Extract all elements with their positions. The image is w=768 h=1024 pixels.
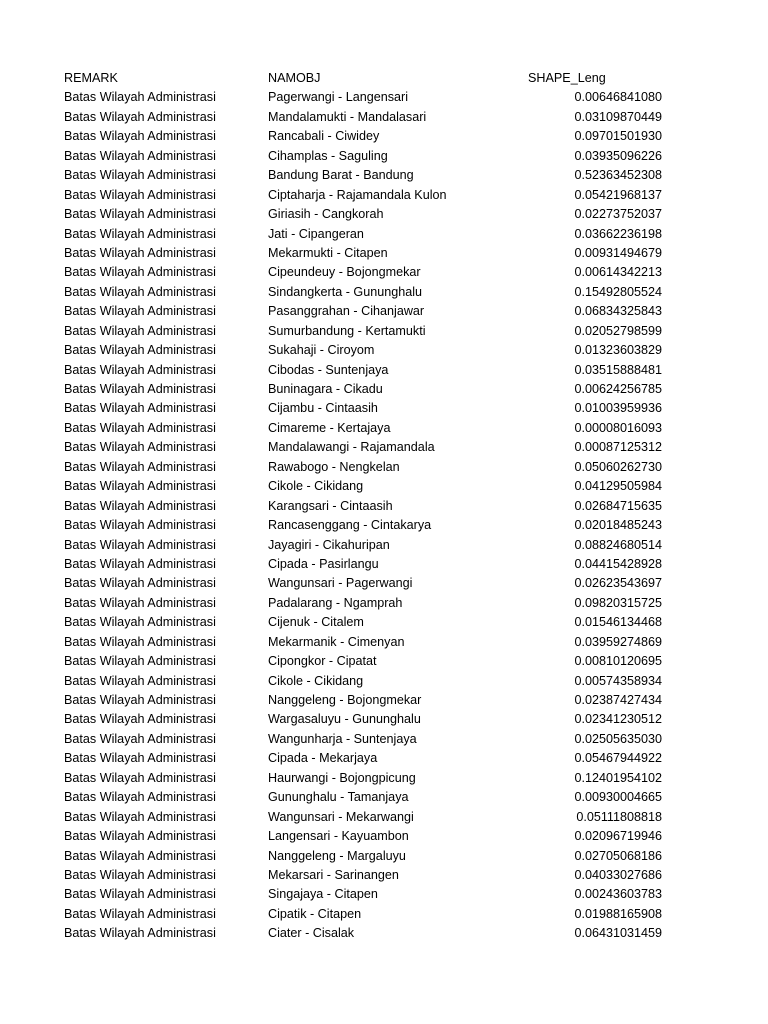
cell-shape-leng: 0.08824680514 (574, 537, 662, 552)
table-row (0, 672, 768, 691)
table-row (0, 633, 768, 652)
table-body (0, 88, 768, 943)
header-remark: REMARK (64, 71, 118, 85)
cell-shape-leng: 0.09820315725 (574, 595, 662, 610)
cell-namobj: Mekarmanik - Cimenyan (268, 634, 405, 649)
cell-remark: Batas Wilayah Administrasi (64, 187, 216, 202)
table-row (0, 186, 768, 205)
table-row (0, 302, 768, 321)
table-row (0, 516, 768, 535)
cell-namobj: Pagerwangi - Langensari (268, 90, 409, 105)
cell-shape-leng: 0.01003959936 (574, 401, 662, 416)
cell-remark: Batas Wilayah Administrasi (64, 634, 216, 649)
cell-shape-leng: 0.01988165908 (574, 906, 662, 921)
cell-remark: Batas Wilayah Administrasi (64, 382, 216, 396)
cell-shape-leng: 0.02505635030 (574, 731, 662, 746)
cell-namobj: Sumurbandung - Kertamukti (268, 323, 426, 338)
cell-shape-leng: 0.00574358934 (574, 673, 662, 688)
cell-shape-leng: 0.02341230512 (574, 712, 662, 727)
cell-namobj: Buninagara - Cikadu (268, 382, 383, 396)
cell-remark: Batas Wilayah Administrasi (64, 459, 216, 474)
cell-shape-leng: 0.01323603829 (574, 343, 662, 358)
cell-remark: Batas Wilayah Administrasi (64, 226, 216, 241)
cell-shape-leng: 0.02273752037 (574, 207, 662, 222)
cell-remark: Batas Wilayah Administrasi (64, 712, 216, 727)
cell-remark: Batas Wilayah Administrasi (64, 518, 216, 533)
table-row (0, 730, 768, 749)
cell-shape-leng: 0.15492805524 (574, 284, 662, 299)
cell-shape-leng: 0.00624256785 (574, 382, 662, 396)
cell-remark: Batas Wilayah Administrasi (64, 556, 216, 571)
cell-remark: Batas Wilayah Administrasi (64, 887, 216, 902)
cell-namobj: Bandung Barat - Bandung (268, 168, 414, 183)
cell-namobj: Mekarsari - Sarinangen (268, 867, 399, 882)
table-row (0, 574, 768, 593)
cell-remark: Batas Wilayah Administrasi (64, 284, 216, 299)
cell-shape-leng: 0.04129505984 (574, 479, 662, 494)
cell-shape-leng: 0.05060262730 (574, 459, 662, 474)
table-row (0, 594, 768, 613)
cell-remark: Batas Wilayah Administrasi (64, 420, 216, 435)
cell-remark: Batas Wilayah Administrasi (64, 440, 216, 455)
table-row (0, 147, 768, 166)
cell-remark: Batas Wilayah Administrasi (64, 770, 216, 785)
table-header-row (0, 69, 768, 88)
cell-remark: Batas Wilayah Administrasi (64, 654, 216, 669)
cell-namobj: Sukahaji - Ciroyom (268, 343, 375, 358)
cell-remark: Batas Wilayah Administrasi (64, 751, 216, 766)
cell-namobj: Ciptaharja - Rajamandala Kulon (268, 187, 447, 202)
cell-remark: Batas Wilayah Administrasi (64, 304, 216, 319)
table-row (0, 924, 768, 943)
cell-namobj: Rancabali - Ciwidey (268, 129, 380, 144)
table-row (0, 613, 768, 632)
cell-shape-leng: 0.00810120695 (574, 654, 662, 669)
cell-remark: Batas Wilayah Administrasi (64, 90, 216, 105)
cell-namobj: Wangunsari - Pagerwangi (268, 576, 413, 591)
table-row (0, 652, 768, 671)
cell-namobj: Wangunsari - Mekarwangi (268, 809, 414, 824)
cell-shape-leng: 0.05421968137 (574, 187, 662, 202)
table-row (0, 477, 768, 496)
cell-remark: Batas Wilayah Administrasi (64, 343, 216, 358)
cell-shape-leng: 0.52363452308 (574, 168, 662, 183)
cell-shape-leng: 0.04033027686 (574, 867, 662, 882)
cell-namobj: Cipatik - Citapen (268, 906, 362, 921)
cell-namobj: Cipeundeuy - Bojongmekar (268, 265, 421, 280)
cell-namobj: Wangunharja - Suntenjaya (268, 731, 417, 746)
table-row (0, 205, 768, 224)
cell-shape-leng: 0.03662236198 (574, 226, 662, 241)
cell-shape-leng: 0.04415428928 (574, 556, 662, 571)
cell-remark: Batas Wilayah Administrasi (64, 906, 216, 921)
cell-namobj: Gununghalu - Tamanjaya (268, 790, 409, 805)
cell-shape-leng: 0.09701501930 (574, 129, 662, 144)
cell-remark: Batas Wilayah Administrasi (64, 245, 216, 260)
table-row (0, 710, 768, 729)
table-row (0, 341, 768, 360)
cell-namobj: Cimareme - Kertajaya (268, 420, 391, 435)
cell-shape-leng: 0.02705068186 (574, 848, 662, 863)
cell-remark: Batas Wilayah Administrasi (64, 362, 216, 377)
cell-shape-leng: 0.06431031459 (574, 926, 662, 941)
table-row (0, 847, 768, 866)
header-shape-leng: SHAPE_Leng (528, 71, 606, 85)
cell-namobj: Haurwangi - Bojongpicung (268, 770, 416, 785)
table-row (0, 322, 768, 341)
cell-remark: Batas Wilayah Administrasi (64, 848, 216, 863)
cell-remark: Batas Wilayah Administrasi (64, 790, 216, 805)
table-row (0, 244, 768, 263)
cell-shape-leng: 0.05111808818 (576, 809, 662, 824)
cell-namobj: Mandalamukti - Mandalasari (268, 109, 427, 124)
cell-shape-leng: 0.03935096226 (574, 148, 662, 163)
cell-shape-leng: 0.12401954102 (574, 770, 662, 785)
cell-shape-leng: 0.02387427434 (574, 693, 662, 707)
cell-namobj: Cipongkor - Cipatat (268, 654, 377, 669)
cell-namobj: Langensari - Kayuambon (268, 829, 409, 844)
cell-remark: Batas Wilayah Administrasi (64, 673, 216, 688)
cell-shape-leng: 0.03109870449 (574, 109, 662, 124)
cell-remark: Batas Wilayah Administrasi (64, 109, 216, 124)
cell-shape-leng: 0.05467944922 (574, 751, 662, 766)
cell-namobj: Mandalawangi - Rajamandala (268, 440, 435, 455)
cell-remark: Batas Wilayah Administrasi (64, 537, 216, 552)
cell-namobj: Ciater - Cisalak (268, 926, 355, 941)
header-namobj: NAMOBJ (268, 71, 321, 85)
cell-namobj: Cihamplas - Saguling (268, 148, 388, 163)
cell-remark: Batas Wilayah Administrasi (64, 168, 216, 183)
cell-namobj: Rawabogo - Nengkelan (268, 459, 400, 474)
cell-namobj: Cijambu - Cintaasih (268, 401, 378, 416)
cell-shape-leng: 0.02096719946 (574, 829, 662, 844)
table-row (0, 749, 768, 768)
table-row (0, 866, 768, 885)
cell-namobj: Karangsari - Cintaasih (268, 498, 393, 513)
cell-remark: Batas Wilayah Administrasi (64, 731, 216, 746)
cell-remark: Batas Wilayah Administrasi (64, 401, 216, 416)
cell-shape-leng: 0.02052798599 (574, 323, 662, 338)
cell-namobj: Cipada - Pasirlangu (268, 556, 379, 571)
table-row (0, 769, 768, 788)
cell-namobj: Nanggeleng - Bojongmekar (268, 693, 422, 707)
table-row (0, 555, 768, 574)
cell-namobj: Rancasenggang - Cintakarya (268, 518, 432, 533)
cell-namobj: Jati - Cipangeran (268, 226, 364, 241)
cell-shape-leng: 0.00614342213 (574, 265, 662, 280)
cell-remark: Batas Wilayah Administrasi (64, 576, 216, 591)
cell-remark: Batas Wilayah Administrasi (64, 693, 216, 707)
cell-shape-leng: 0.01546134468 (574, 615, 662, 630)
cell-shape-leng: 0.00646841080 (574, 90, 662, 105)
cell-namobj: Sindangkerta - Gununghalu (268, 284, 423, 299)
cell-remark: Batas Wilayah Administrasi (64, 926, 216, 941)
cell-namobj: Giriasih - Cangkorah (268, 207, 384, 222)
table-row (0, 788, 768, 807)
table-row (0, 905, 768, 924)
cell-namobj: Nanggeleng - Margaluyu (268, 848, 406, 863)
cell-namobj: Mekarmukti - Citapen (268, 245, 388, 260)
table-row (0, 419, 768, 438)
cell-remark: Batas Wilayah Administrasi (64, 207, 216, 222)
cell-namobj: Cibodas - Suntenjaya (268, 362, 389, 377)
cell-shape-leng: 0.03515888481 (574, 362, 662, 377)
cell-remark: Batas Wilayah Administrasi (64, 479, 216, 494)
cell-namobj: Pasanggrahan - Cihanjawar (268, 304, 425, 319)
table-row (0, 88, 768, 107)
cell-shape-leng: 0.00087125312 (574, 440, 662, 455)
cell-namobj: Cikole - Cikidang (268, 673, 364, 688)
cell-shape-leng: 0.02684715635 (574, 498, 662, 513)
cell-remark: Batas Wilayah Administrasi (64, 615, 216, 630)
cell-remark: Batas Wilayah Administrasi (64, 595, 216, 610)
cell-namobj: Cikole - Cikidang (268, 479, 364, 494)
table-row (0, 885, 768, 904)
table-row (0, 497, 768, 516)
cell-remark: Batas Wilayah Administrasi (64, 867, 216, 882)
cell-shape-leng: 0.02018485243 (574, 518, 662, 533)
cell-remark: Batas Wilayah Administrasi (64, 498, 216, 513)
cell-namobj: Padalarang - Ngamprah (268, 595, 403, 610)
cell-shape-leng: 0.06834325843 (574, 304, 662, 319)
cell-shape-leng: 0.02623543697 (574, 576, 662, 591)
cell-shape-leng: 0.00931494679 (574, 245, 662, 260)
cell-shape-leng: 0.00008016093 (574, 420, 662, 435)
cell-shape-leng: 0.03959274869 (574, 634, 662, 649)
table-row (0, 108, 768, 127)
table-row (0, 691, 768, 710)
attribute-table (0, 69, 768, 944)
table-row (0, 458, 768, 477)
cell-shape-leng: 0.00930004665 (574, 790, 662, 805)
cell-namobj: Jayagiri - Cikahuripan (268, 537, 390, 552)
cell-remark: Batas Wilayah Administrasi (64, 829, 216, 844)
cell-shape-leng: 0.00243603783 (574, 887, 662, 902)
cell-remark: Batas Wilayah Administrasi (64, 809, 216, 824)
cell-namobj: Singajaya - Citapen (268, 887, 378, 902)
table-row (0, 166, 768, 185)
cell-namobj: Cijenuk - Citalem (268, 615, 364, 630)
table-row (0, 380, 768, 399)
table-row (0, 808, 768, 827)
cell-namobj: Wargasaluyu - Gununghalu (268, 712, 421, 727)
table-row (0, 399, 768, 418)
table-row (0, 263, 768, 282)
table-row (0, 361, 768, 380)
table-row (0, 438, 768, 457)
table-row (0, 827, 768, 846)
cell-remark: Batas Wilayah Administrasi (64, 148, 216, 163)
cell-namobj: Cipada - Mekarjaya (268, 751, 378, 766)
cell-remark: Batas Wilayah Administrasi (64, 265, 216, 280)
cell-remark: Batas Wilayah Administrasi (64, 323, 216, 338)
table-row (0, 225, 768, 244)
cell-remark: Batas Wilayah Administrasi (64, 129, 216, 144)
table-row (0, 127, 768, 146)
table-row (0, 283, 768, 302)
table-row (0, 536, 768, 555)
